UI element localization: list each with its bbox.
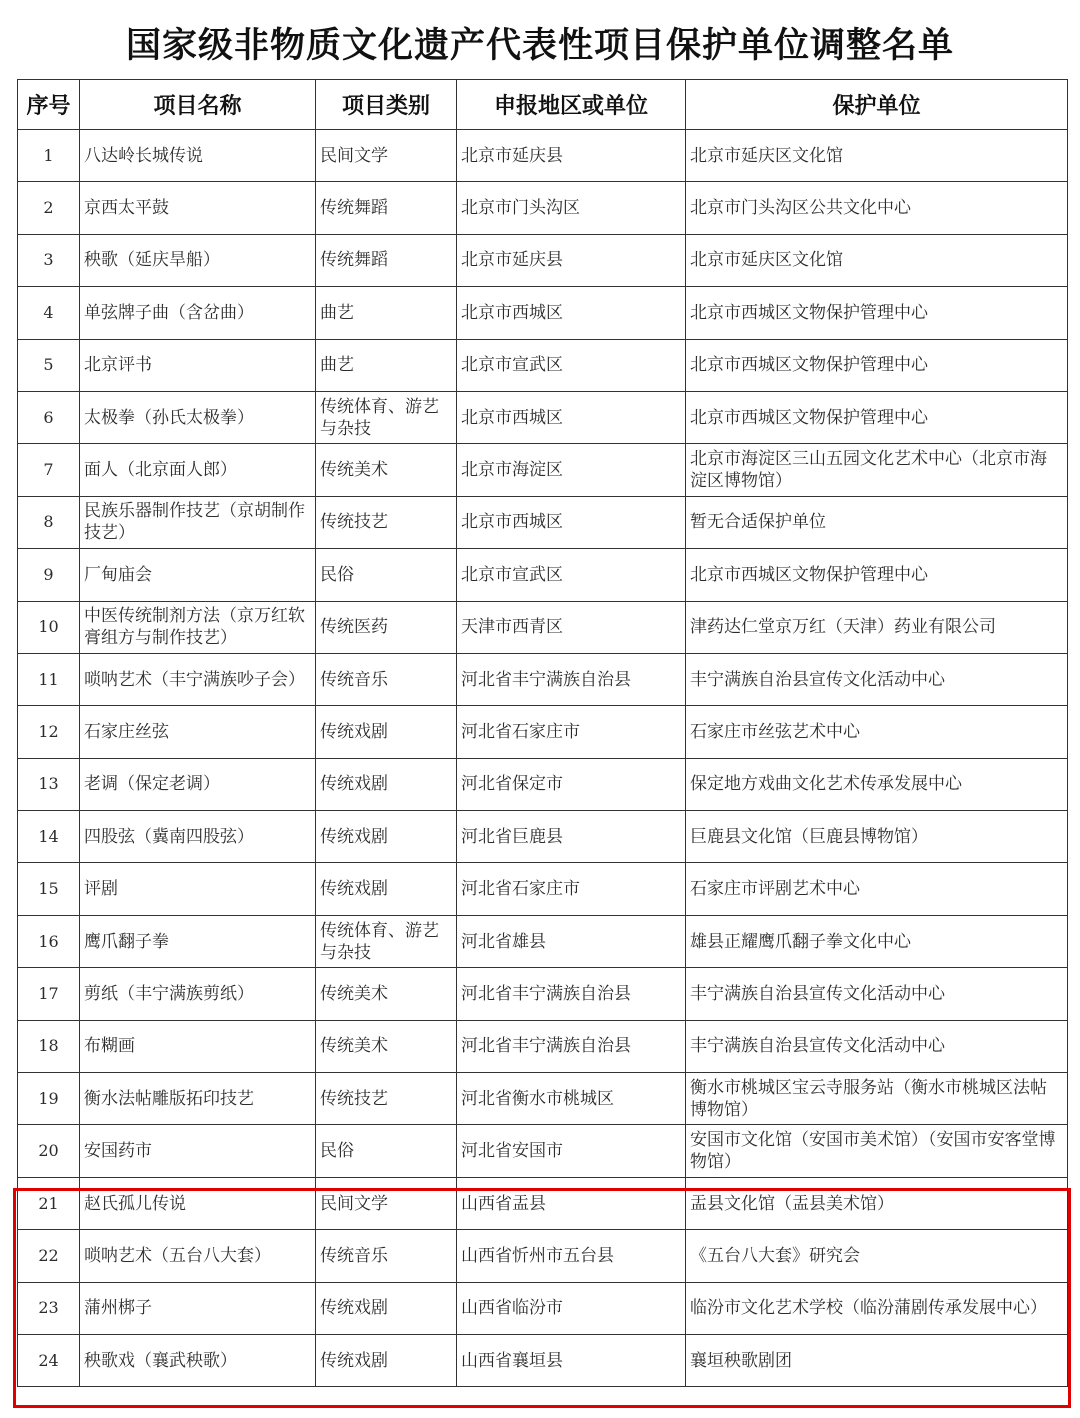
row-number: 7	[18, 444, 80, 496]
project-category: 民俗	[316, 549, 457, 601]
project-name: 布糊画	[80, 1020, 316, 1072]
table-row	[18, 391, 1068, 443]
project-category: 曲艺	[316, 339, 457, 391]
header-protection-unit: 保护单位	[686, 80, 1068, 130]
project-category: 民间文学	[316, 1177, 457, 1229]
row-number: 8	[18, 496, 80, 548]
protection-unit: 保定地方戏曲文化艺术传承发展中心	[686, 758, 1068, 810]
row-number: 23	[18, 1282, 80, 1334]
table-row	[18, 601, 1068, 653]
table-row	[18, 496, 1068, 548]
row-number: 14	[18, 811, 80, 863]
table-row	[18, 549, 1068, 601]
project-name: 民族乐器制作技艺（京胡制作技艺）	[80, 496, 316, 548]
region: 河北省保定市	[457, 758, 686, 810]
table-row	[18, 182, 1068, 234]
project-name: 鹰爪翻子拳	[80, 915, 316, 967]
project-category: 传统体育、游艺与杂技	[316, 391, 457, 443]
table-row	[18, 130, 1068, 182]
project-category: 民间文学	[316, 130, 457, 182]
table-row	[18, 1125, 1068, 1177]
project-name: 唢呐艺术（丰宁满族吵子会）	[80, 653, 316, 705]
project-name: 八达岭长城传说	[80, 130, 316, 182]
row-number: 22	[18, 1230, 80, 1282]
row-number: 5	[18, 339, 80, 391]
project-category: 传统美术	[316, 1020, 457, 1072]
table-row	[18, 758, 1068, 810]
protection-unit: 暂无合适保护单位	[686, 496, 1068, 548]
protection-unit: 衡水市桃城区宝云寺服务站（衡水市桃城区法帖博物馆）	[686, 1073, 1068, 1125]
protection-unit: 津药达仁堂京万红（天津）药业有限公司	[686, 601, 1068, 653]
region: 山西省临汾市	[457, 1282, 686, 1334]
region: 河北省安国市	[457, 1125, 686, 1177]
project-category: 曲艺	[316, 287, 457, 339]
project-name: 太极拳（孙氏太极拳）	[80, 391, 316, 443]
table-body	[18, 130, 1068, 1387]
protection-unit: 北京市延庆区文化馆	[686, 234, 1068, 286]
protection-unit: 丰宁满族自治县宣传文化活动中心	[686, 653, 1068, 705]
project-name: 京西太平鼓	[80, 182, 316, 234]
protection-unit: 北京市门头沟区公共文化中心	[686, 182, 1068, 234]
protection-unit: 雄县正耀鹰爪翻子拳文化中心	[686, 915, 1068, 967]
project-name: 唢呐艺术（五台八大套）	[80, 1230, 316, 1282]
project-category: 传统舞蹈	[316, 234, 457, 286]
protection-unit: 盂县文化馆（盂县美术馆）	[686, 1177, 1068, 1229]
table-row	[18, 287, 1068, 339]
project-category: 传统美术	[316, 444, 457, 496]
row-number: 17	[18, 968, 80, 1020]
project-name: 安国药市	[80, 1125, 316, 1177]
project-category: 民俗	[316, 1125, 457, 1177]
project-name: 中医传统制剂方法（京万红软膏组方与制作技艺）	[80, 601, 316, 653]
protection-unit: 临汾市文化艺术学校（临汾蒲剧传承发展中心）	[686, 1282, 1068, 1334]
row-number: 24	[18, 1334, 80, 1386]
region: 河北省丰宁满族自治县	[457, 653, 686, 705]
region: 北京市延庆县	[457, 130, 686, 182]
document-title: 国家级非物质文化遗产代表性项目保护单位调整名单	[125, 26, 954, 66]
protection-unit: 北京市延庆区文化馆	[686, 130, 1068, 182]
table-row	[18, 1230, 1068, 1282]
protection-unit: 丰宁满族自治县宣传文化活动中心	[686, 968, 1068, 1020]
protection-unit: 北京市西城区文物保护管理中心	[686, 287, 1068, 339]
region: 山西省忻州市五台县	[457, 1230, 686, 1282]
table-row	[18, 1020, 1068, 1072]
project-name: 衡水法帖雕版拓印技艺	[80, 1073, 316, 1125]
project-name: 秧歌（延庆旱船）	[80, 234, 316, 286]
row-number: 16	[18, 915, 80, 967]
protection-unit: 巨鹿县文化馆（巨鹿县博物馆）	[686, 811, 1068, 863]
region: 河北省石家庄市	[457, 863, 686, 915]
project-name: 秧歌戏（襄武秧歌）	[80, 1334, 316, 1386]
region: 河北省丰宁满族自治县	[457, 968, 686, 1020]
row-number: 15	[18, 863, 80, 915]
row-number: 18	[18, 1020, 80, 1072]
project-category: 传统技艺	[316, 496, 457, 548]
region: 山西省襄垣县	[457, 1334, 686, 1386]
header-no: 序号	[18, 80, 80, 130]
row-number: 2	[18, 182, 80, 234]
project-category: 传统戏剧	[316, 1334, 457, 1386]
project-name: 剪纸（丰宁满族剪纸）	[80, 968, 316, 1020]
project-name: 面人（北京面人郎）	[80, 444, 316, 496]
project-category: 传统戏剧	[316, 706, 457, 758]
protection-unit: 《五台八大套》研究会	[686, 1230, 1068, 1282]
region: 北京市海淀区	[457, 444, 686, 496]
table-row	[18, 968, 1068, 1020]
row-number: 1	[18, 130, 80, 182]
project-name: 赵氏孤儿传说	[80, 1177, 316, 1229]
project-name: 四股弦（冀南四股弦）	[80, 811, 316, 863]
project-category: 传统美术	[316, 968, 457, 1020]
table-row	[18, 1334, 1068, 1386]
row-number: 20	[18, 1125, 80, 1177]
project-category: 传统音乐	[316, 653, 457, 705]
region: 天津市西青区	[457, 601, 686, 653]
project-name: 石家庄丝弦	[80, 706, 316, 758]
region: 北京市宣武区	[457, 549, 686, 601]
heritage-table	[17, 79, 1068, 1387]
table-row	[18, 653, 1068, 705]
region: 北京市宣武区	[457, 339, 686, 391]
region: 北京市西城区	[457, 391, 686, 443]
table-row	[18, 811, 1068, 863]
project-category: 传统体育、游艺与杂技	[316, 915, 457, 967]
project-name: 蒲州梆子	[80, 1282, 316, 1334]
region: 河北省雄县	[457, 915, 686, 967]
protection-unit: 石家庄市评剧艺术中心	[686, 863, 1068, 915]
table-row	[18, 1177, 1068, 1229]
table-row	[18, 863, 1068, 915]
region: 北京市延庆县	[457, 234, 686, 286]
table-row	[18, 1073, 1068, 1125]
row-number: 6	[18, 391, 80, 443]
project-category: 传统医药	[316, 601, 457, 653]
header-region: 申报地区或单位	[457, 80, 686, 130]
region: 北京市西城区	[457, 287, 686, 339]
row-number: 13	[18, 758, 80, 810]
project-category: 传统戏剧	[316, 758, 457, 810]
project-category: 传统音乐	[316, 1230, 457, 1282]
region: 山西省盂县	[457, 1177, 686, 1229]
header-category: 项目类别	[316, 80, 457, 130]
protection-unit: 北京市海淀区三山五园文化艺术中心（北京市海淀区博物馆）	[686, 444, 1068, 496]
table-row	[18, 706, 1068, 758]
protection-unit: 北京市西城区文物保护管理中心	[686, 549, 1068, 601]
protection-unit: 安国市文化馆（安国市美术馆）（安国市安客堂博物馆）	[686, 1125, 1068, 1177]
row-number: 21	[18, 1177, 80, 1229]
project-category: 传统戏剧	[316, 1282, 457, 1334]
region: 北京市西城区	[457, 496, 686, 548]
project-category: 传统戏剧	[316, 811, 457, 863]
protection-unit: 北京市西城区文物保护管理中心	[686, 391, 1068, 443]
project-name: 老调（保定老调）	[80, 758, 316, 810]
project-category: 传统技艺	[316, 1073, 457, 1125]
row-number: 9	[18, 549, 80, 601]
table-row	[18, 1282, 1068, 1334]
table-header-row	[18, 80, 1068, 130]
protection-unit: 石家庄市丝弦艺术中心	[686, 706, 1068, 758]
project-name: 单弦牌子曲（含岔曲）	[80, 287, 316, 339]
table-row	[18, 444, 1068, 496]
protection-unit: 襄垣秧歌剧团	[686, 1334, 1068, 1386]
project-category: 传统戏剧	[316, 863, 457, 915]
region: 河北省丰宁满族自治县	[457, 1020, 686, 1072]
table-row	[18, 339, 1068, 391]
protection-unit: 丰宁满族自治县宣传文化活动中心	[686, 1020, 1068, 1072]
row-number: 4	[18, 287, 80, 339]
table-row	[18, 915, 1068, 967]
protection-unit: 北京市西城区文物保护管理中心	[686, 339, 1068, 391]
region: 北京市门头沟区	[457, 182, 686, 234]
row-number: 19	[18, 1073, 80, 1125]
row-number: 11	[18, 653, 80, 705]
project-name: 北京评书	[80, 339, 316, 391]
table-row	[18, 234, 1068, 286]
project-category: 传统舞蹈	[316, 182, 457, 234]
region: 河北省巨鹿县	[457, 811, 686, 863]
row-number: 12	[18, 706, 80, 758]
region: 河北省衡水市桃城区	[457, 1073, 686, 1125]
row-number: 3	[18, 234, 80, 286]
region: 河北省石家庄市	[457, 706, 686, 758]
project-name: 厂甸庙会	[80, 549, 316, 601]
row-number: 10	[18, 601, 80, 653]
header-project-name: 项目名称	[80, 80, 316, 130]
project-name: 评剧	[80, 863, 316, 915]
